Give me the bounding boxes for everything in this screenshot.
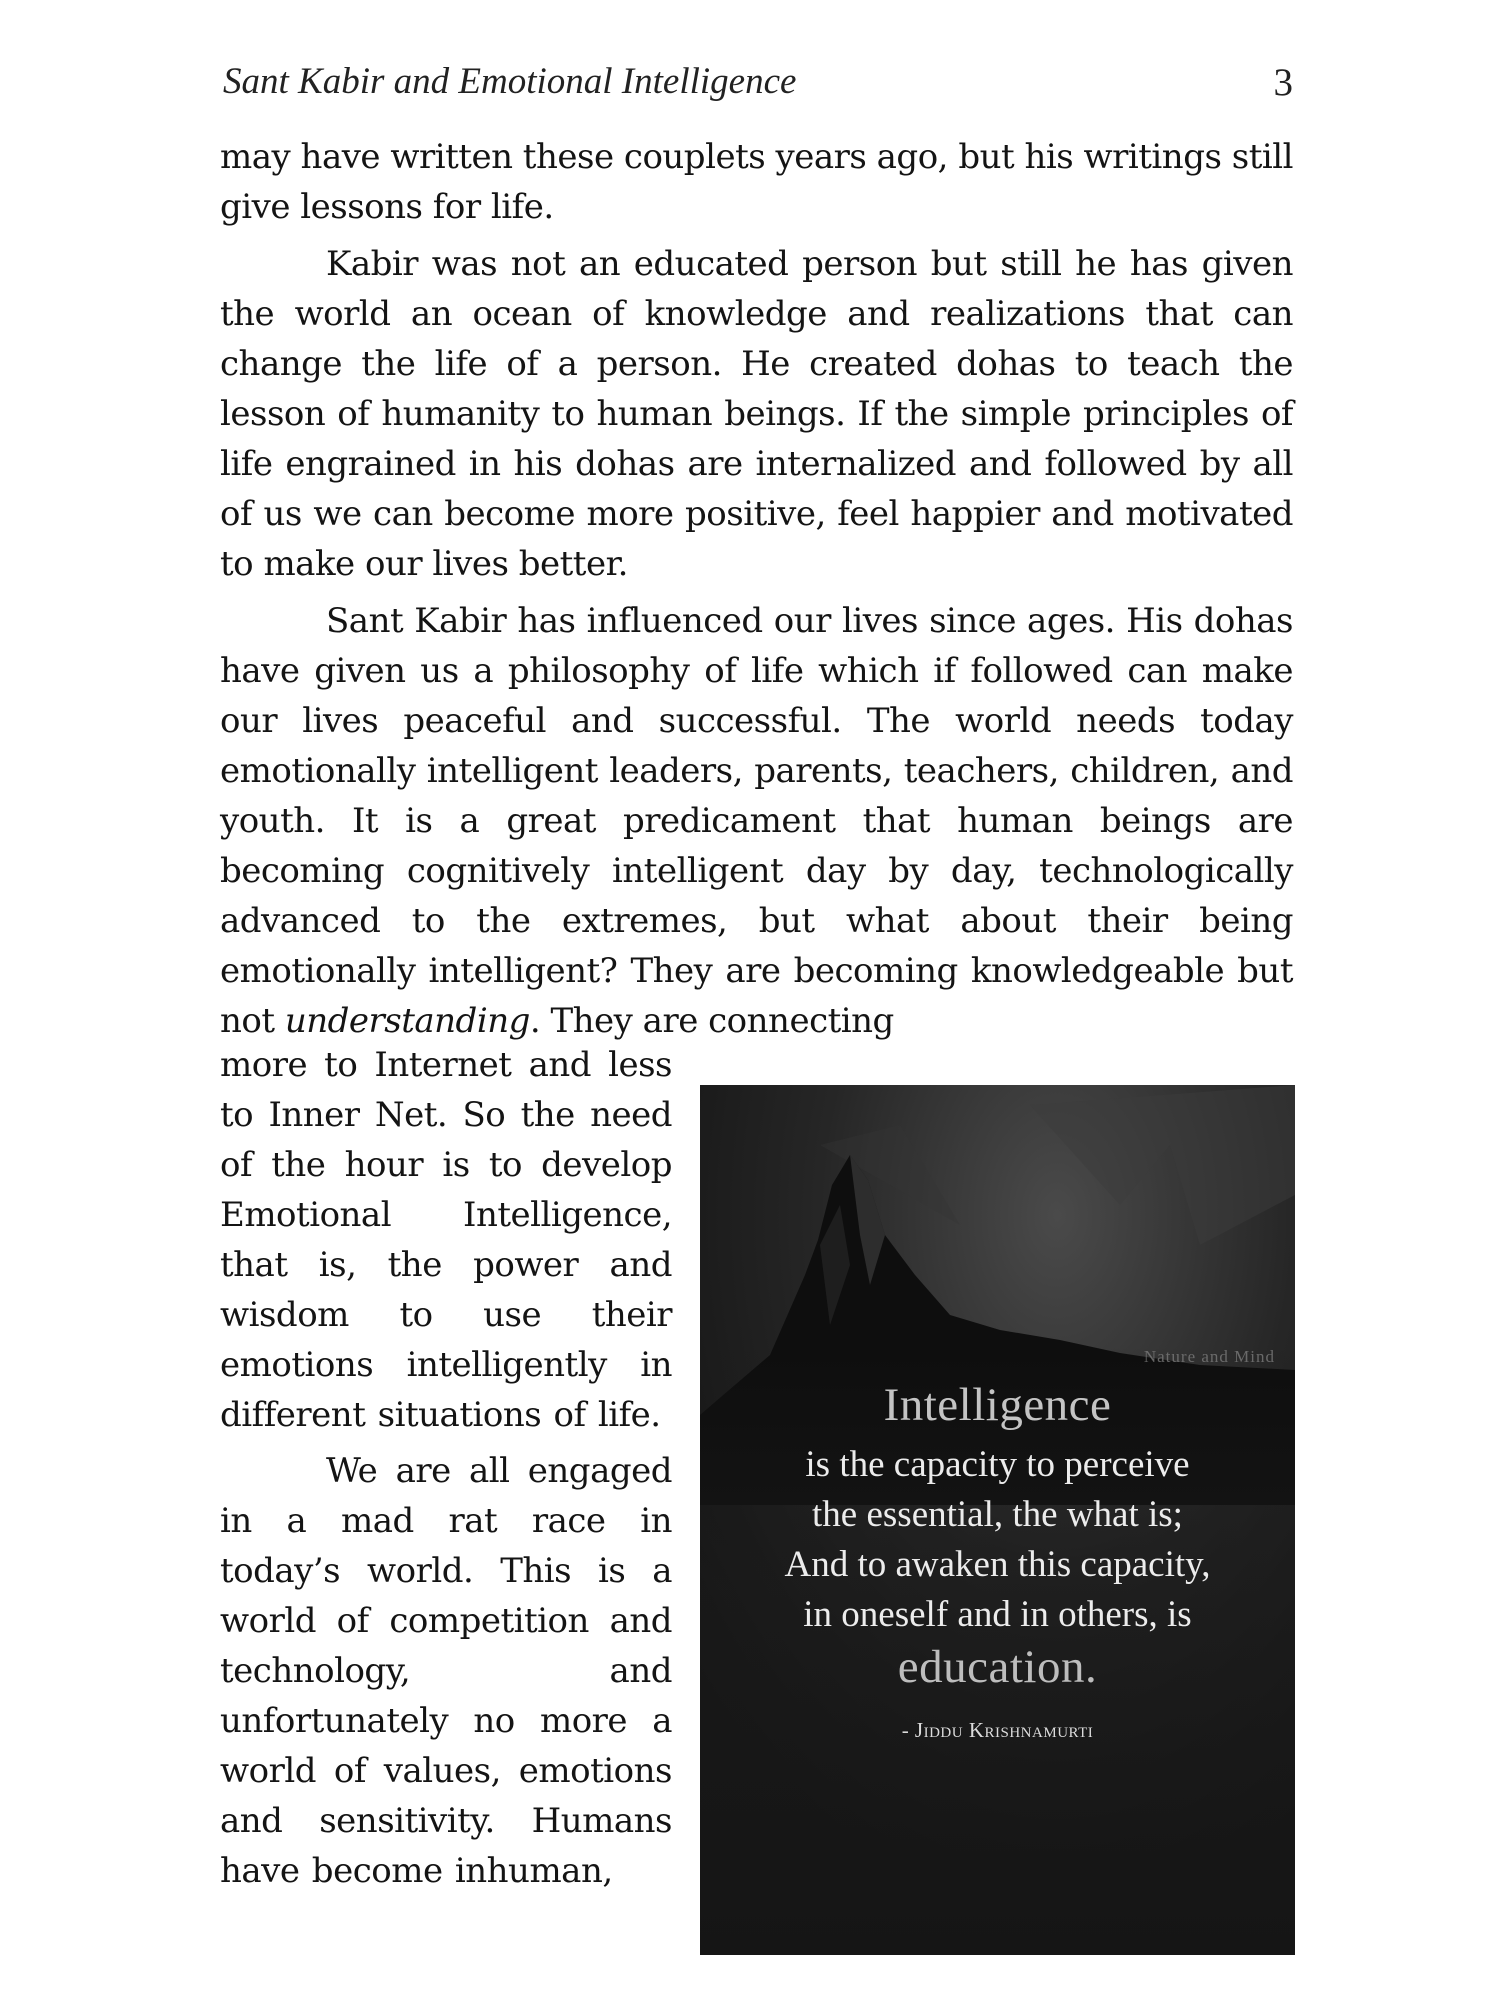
paragraph-kabir-education: Kabir was not an educated person but still he has given the world an ocean of knowledge and realizations that can change the life of a person. He created dohas to teach the lesson of humanity to human beings. If the simple principles of life engrained in his dohas are internalized and followed by all of us we can become more positive, feel happier and motivated to make our lives better.	[220, 244, 1293, 584]
emphasis-understanding: understanding	[284, 1001, 530, 1041]
running-title: Sant Kabir and Emotional Intelligence	[223, 61, 797, 102]
quote-line-2: the essential, the what is;	[812, 1494, 1183, 1535]
body-text	[220, 132, 1293, 1053]
quote-author: - Jiddu Krishnamurti	[901, 1718, 1094, 1742]
paragraph-continuation: may have written these couplets years ago, but his writings still give lessons for life.	[220, 137, 1293, 227]
paragraph-text: Sant Kabir has influenced our lives since ages. His dohas have given us a philosophy of life which if followed can make our lives peaceful and successful. The world needs today emotionally intelligent leaders, parents, teachers, children, and youth. It is a great predicament that human beings are becoming cognitively intelligent day by day, technologically advanced to the extremes, but what about their being emotionally intelligent? They are becoming knowledgeable but not	[220, 601, 1293, 1041]
watermark: Nature and Mind	[1143, 1347, 1275, 1366]
paragraph-rat-race: We are all engaged in a mad rat race in today’s world. This is a world of competition and technology, and unfortunately no more a world of values, emotions and sensitivity. Humans have become inhuman,	[220, 1451, 672, 1891]
quote-line-4: in oneself and in others, is	[803, 1594, 1192, 1635]
quote-image	[700, 1085, 1295, 1955]
running-header	[223, 55, 1293, 105]
narrow-text-column	[220, 1040, 672, 1902]
quote-line-1: is the capacity to perceive	[805, 1444, 1190, 1485]
paragraph-inner-net: more to Internet and less to Inner Net. So the need of the hour is to develop Emotional Intelligence, that is, the power and wisdom to use their emotions intelligently in different situations of life.	[220, 1045, 672, 1435]
paragraph-kabir-influence	[220, 596, 1293, 1046]
quote-closing-word: education.	[897, 1641, 1098, 1693]
paragraph-text-cont: . They are connecting	[529, 1001, 894, 1041]
page-number: 3	[1273, 61, 1293, 104]
quote-heading: Intelligence	[883, 1379, 1112, 1431]
quote-line-3: And to awaken this capacity,	[784, 1544, 1211, 1585]
